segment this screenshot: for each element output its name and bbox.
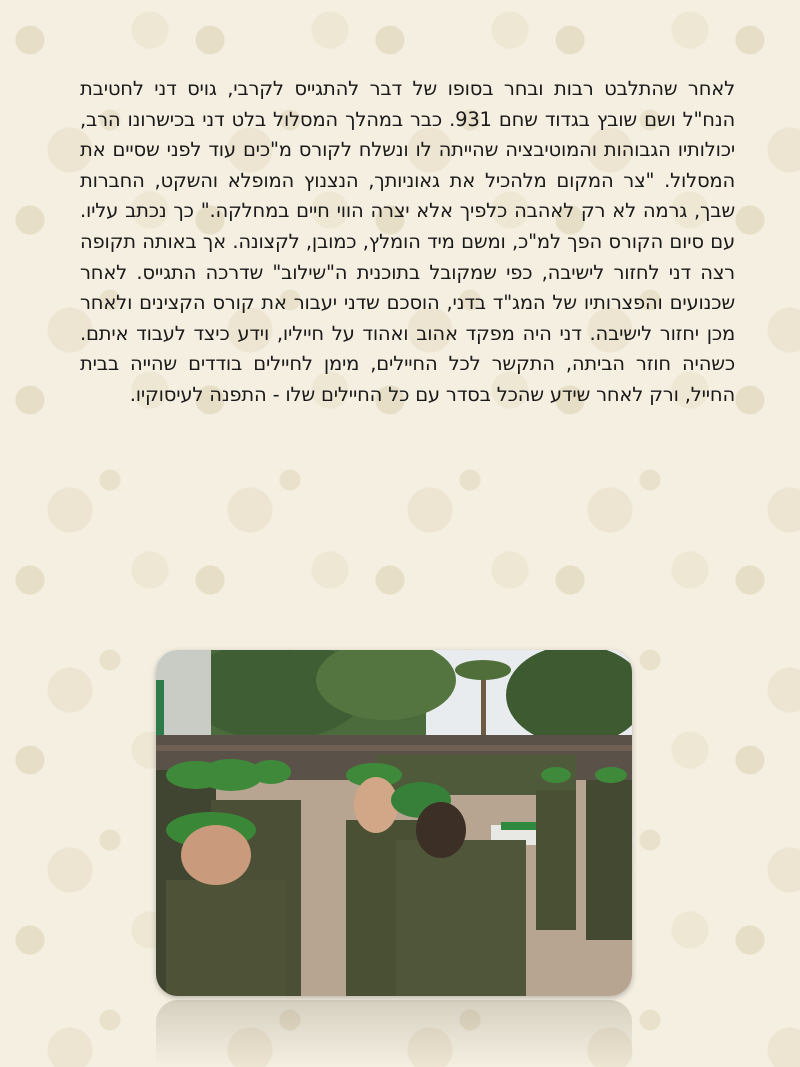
photo-reflection — [156, 1000, 632, 1067]
ceremony-photo — [156, 650, 632, 996]
body-paragraph: לאחר שהתלבט רבות ובחר בסופו של דבר להתגייס לקרבי, גויס דני לחטיבת הנח"ל ושם שובץ בגדוד שחם 931. כבר במהלך המסלול בלט דני בכישרונו הרב, יכולותיו הגבוהות והמוטיבציה שהייתה לו ונשלח לקורס מ"כים עוד לפני שסיים את המסלול. "צר המקום מלהכיל את גאוניותך, הנצנוץ המופלא והשקט, החברות שבך, גרמה לא רק לאהבה כלפיך אלא יצרה הווי חיים במחלקה." כך נכתב עליו. עם סיום הקורס הפך למ"כ, ומשם מיד הומלץ, כמובן, לקצונה. אך באותה תקופה רצה דני לחזור לישיבה, כפי שמקובל בתוכנית ה"שילוב" שדרכה התגייס. לאחר שכנועים והפצרותיו של המג"ד בדני, הוסכם שדני יעבור את קורס הקצינים ולאחר מכן יחזור לישיבה. דני היה מפקד אהוב ואהוד על חייליו, וידע כיצד לעבוד איתם. כשהיה חוזר הביתה, התקשר לכל החיילים, מימן לחיילים בודדים שהייה בבית החייל, ורק לאחר שידע שהכל בסדר עם כל החיילים שלו - התפנה לעיסוקיו. — [80, 77, 735, 406]
